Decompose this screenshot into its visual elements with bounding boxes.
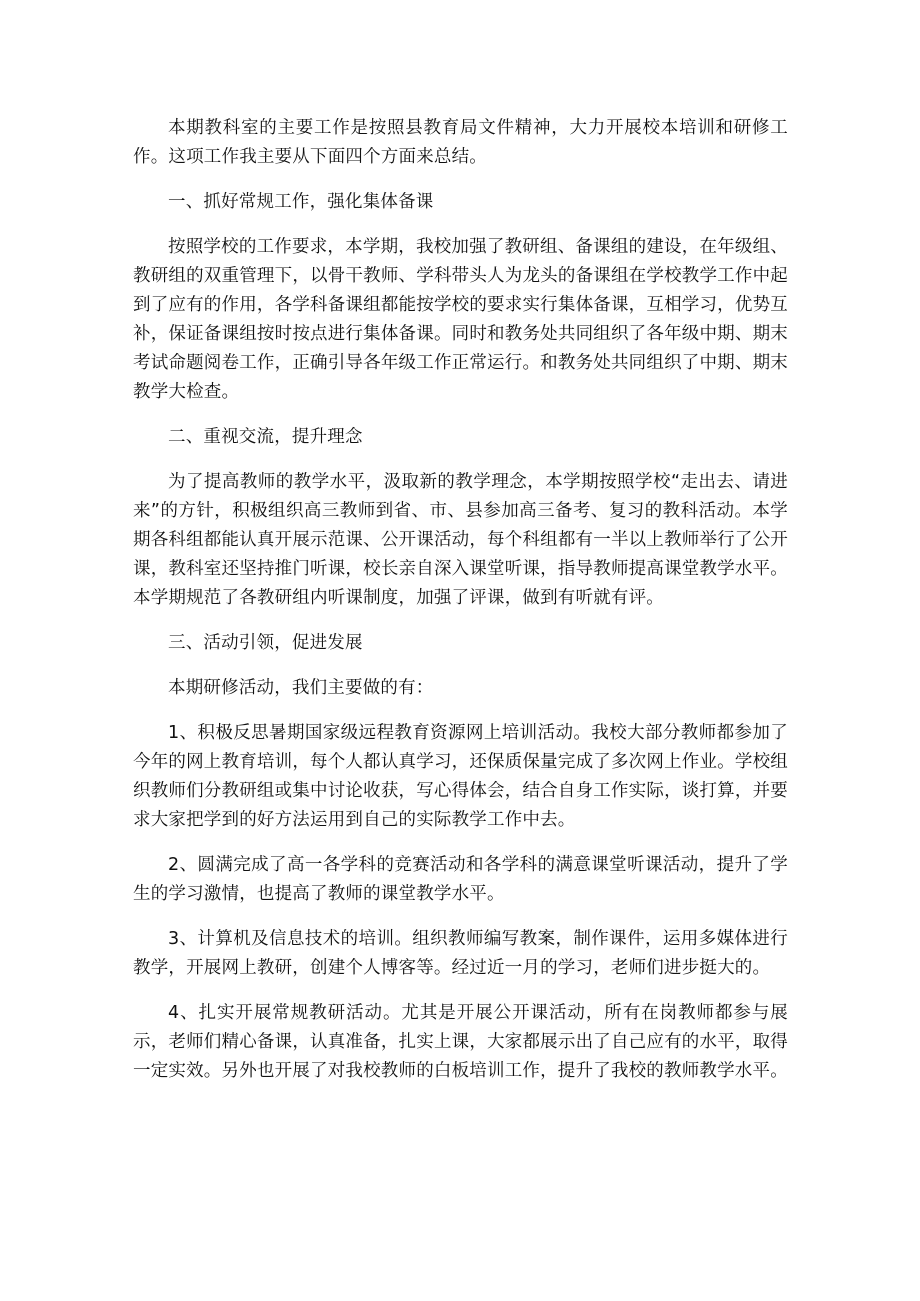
activity-item-4: 4、扎实开展常规教研活动。尤其是开展公开课活动，所有在岗教师都参与展示，老师们精心备课，认真准备，扎实上课，大家都展示出了自己应有的水平，取得一定实效。另外也开展了对我校教师的白板培训工作，提升了我校的教师教学水平。 (133, 1003, 788, 1081)
section-1-paragraph: 按照学校的工作要求，本学期，我校加强了教研组、备课组的建设，在年级组、教研组的双重管理下，以骨干教师、学科带头人为龙头的备课组在学校教学工作中起到了应有的作用，各学科备课组都能按学校的要求实行集体备课，互相学习，优势互补，保证备课组按时按点进行集体备课。同时和教务处共同组织了各年级中期、期末考试命题阅卷工作，正确引导各年级工作正常运行。和教务处共同组织了中期、期末教学大检查。 (133, 237, 788, 402)
activity-item-3: 3、计算机及信息技术的培训。组织教师编写教案，制作课件，运用多媒体进行教学，开展网上教研，创建个人博客等。经过近一月的学习，老师们进步挺大的。 (133, 929, 788, 978)
section-heading-3: 三、活动引领，促进发展 (168, 633, 363, 653)
document-body (133, 114, 788, 1102)
section-3-intro: 本期研修活动，我们主要做的有： (168, 678, 434, 698)
intro-paragraph: 本期教科室的主要工作是按照县教育局文件精神，大力开展校本培训和研修工作。这项工作我主要从下面四个方面来总结。 (133, 118, 788, 167)
activity-item-1: 1、积极反思暑期国家级远程教育资源网上培训活动。我校大部分教师都参加了今年的网上教育培训，每个人都认真学习，还保质保量完成了多次网上作业。学校组织教师们分教研组或集中讨论收获，写心得体会，结合自身工作实际，谈打算，并要求大家把学到的好方法运用到自己的实际教学工作中去。 (133, 723, 788, 830)
activity-item-2: 2、圆满完成了高一各学科的竞赛活动和各学科的满意课堂听课活动，提升了学生的学习激情，也提高了教师的课堂教学水平。 (133, 855, 788, 904)
section-heading-2: 二、重视交流，提升理念 (168, 427, 363, 447)
section-2-paragraph: 为了提高教师的教学水平，汲取新的教学理念，本学期按照学校“走出去、请进来”的方针，积极组织高三教师到省、市、县参加高三备考、复习的教科活动。本学期各科组都能认真开展示范课、公开课活动，每个科组都有一半以上教师举行了公开课，教科室还坚持推门听课，校长亲自深入课堂听课，指导教师提高课堂教学水平。本学期规范了各教研组内听课制度，加强了评课，做到有听就有评。 (133, 472, 788, 608)
section-heading-1: 一、抓好常规工作，强化集体备课 (168, 192, 434, 212)
